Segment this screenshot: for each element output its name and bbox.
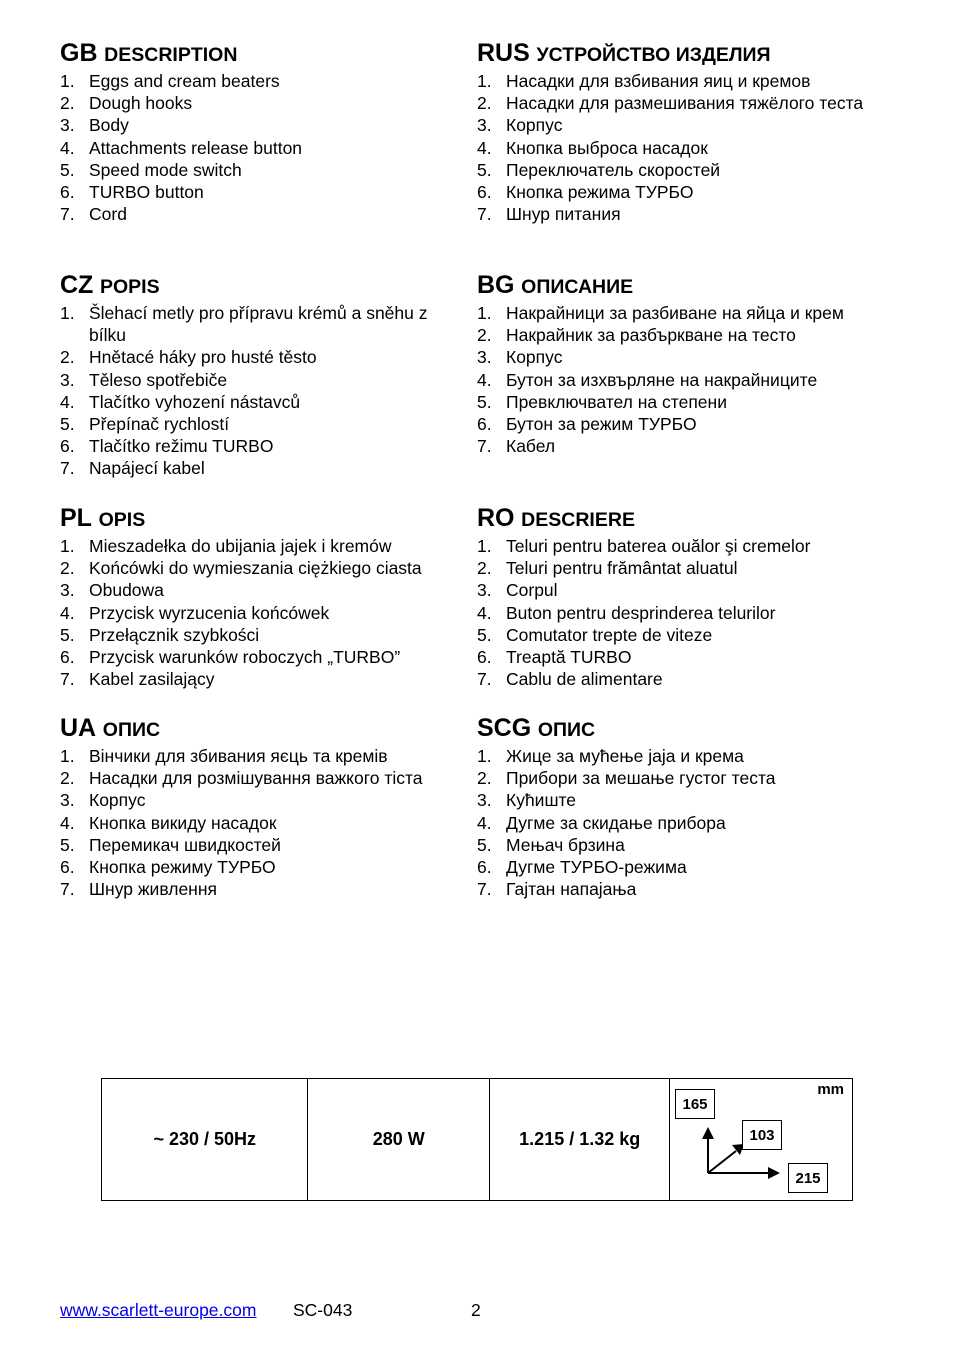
item-number: 4. [60, 812, 75, 833]
list-item [60, 745, 460, 767]
section-title: POPIS [100, 276, 160, 298]
list-item [60, 435, 460, 457]
item-number: 1. [477, 746, 492, 766]
item-number: 3. [60, 115, 75, 136]
item-text: Teluri pentru baterea ouălor şi cremelor [506, 536, 811, 556]
item-text: Кнопка выброса насадок [506, 137, 708, 158]
item-text: Obudowa [89, 580, 164, 601]
item-text: Przycisk wyrzucenia końcówek [89, 602, 330, 623]
list-item [477, 557, 877, 579]
voltage-cell [102, 1079, 308, 1200]
item-text: Dough hooks [89, 93, 193, 114]
item-number: 5. [60, 624, 75, 645]
item-number: 1. [477, 71, 492, 91]
item-number: 7. [477, 204, 492, 225]
item-number: 6. [477, 182, 492, 203]
list-item [60, 457, 460, 479]
item-number: 7. [60, 879, 75, 900]
item-number: 4. [477, 369, 492, 390]
item-text: Накрайници за разбиване на яйца и крем [506, 303, 844, 323]
item-text: TURBO button [89, 182, 204, 203]
list-item [60, 92, 460, 114]
section-heading [60, 36, 460, 70]
item-number: 7. [60, 204, 75, 225]
item-text: Speed mode switch [89, 159, 242, 180]
list-item [60, 834, 460, 856]
list-item [477, 834, 877, 856]
item-number: 4. [60, 137, 75, 158]
list-item [60, 159, 460, 181]
language-code: PL [60, 504, 92, 532]
language-code: BG [477, 271, 515, 299]
list-item [477, 302, 877, 324]
list-item [60, 557, 460, 579]
list-item [60, 114, 460, 136]
item-text: Buton pentru desprinderea telurilor [506, 602, 776, 623]
item-text: Кнопка режима ТУРБО [506, 182, 694, 203]
item-number: 6. [477, 647, 492, 668]
section-scg [477, 711, 877, 900]
item-number: 1. [477, 303, 492, 323]
list-item [60, 668, 460, 690]
item-number: 2. [477, 325, 492, 346]
item-text: Прибори за мешање густог теста [506, 768, 776, 789]
list-item [477, 435, 877, 457]
list-item [60, 413, 460, 435]
item-text: Mieszadełka do ubijania jajek i kremów [89, 536, 392, 556]
item-text: Corpul [506, 580, 558, 601]
item-number: 2. [477, 93, 492, 114]
item-text: Body [89, 115, 129, 136]
list-item [477, 346, 877, 368]
item-number: 1. [60, 536, 75, 556]
item-number: 5. [60, 414, 75, 435]
item-text: Дугме за скидање прибора [506, 812, 726, 833]
item-number: 6. [477, 414, 492, 435]
section-rus [477, 36, 877, 225]
list-item [477, 369, 877, 391]
item-number: 2. [60, 768, 75, 789]
item-number: 6. [60, 182, 75, 203]
item-number: 5. [477, 624, 492, 645]
item-number: 1. [60, 746, 75, 766]
item-text: Бутон за изхвърляне на накрайниците [506, 369, 818, 390]
item-number: 5. [477, 159, 492, 180]
item-text: Przycisk warunków roboczych „TURBO” [89, 647, 401, 668]
item-text: Šlehací metly pro přípravu krémů a sněhu z bílku [89, 303, 428, 346]
item-text: Teluri pentru frământat aluatul [506, 558, 738, 579]
item-text: Превключвател на степени [506, 391, 727, 412]
language-code: UA [60, 714, 97, 742]
item-text: Корпус [506, 347, 563, 368]
item-text: Treaptă TURBO [506, 647, 632, 668]
depth-dimension: 103 [742, 1120, 781, 1150]
item-text: Гајтан напајања [506, 879, 637, 900]
item-text: Cablu de alimentare [506, 669, 663, 690]
list-item [477, 745, 877, 767]
item-text: Шнур живлення [89, 879, 217, 900]
list-item [477, 114, 877, 136]
item-text: Těleso spotřebiče [89, 369, 228, 390]
parts-list [477, 70, 877, 225]
list-item [477, 70, 877, 92]
section-title: ОПИС [102, 719, 161, 741]
list-item [60, 579, 460, 601]
item-number: 5. [477, 834, 492, 855]
item-text: Attachments release button [89, 137, 303, 158]
parts-list [477, 302, 877, 457]
item-text: Hnětacé háky pro husté těsto [89, 347, 317, 368]
page-number: 2 [471, 1300, 481, 1320]
item-text: Końcówki do wymieszania ciężkiego ciasta [89, 558, 422, 579]
section-heading [60, 268, 460, 302]
item-number: 1. [60, 71, 75, 91]
list-item [60, 70, 460, 92]
list-item [477, 413, 877, 435]
item-text: Comutator trepte de viteze [506, 624, 713, 645]
language-code: RO [477, 504, 515, 532]
list-item [477, 812, 877, 834]
section-bg [477, 268, 877, 457]
section-gb [60, 36, 460, 225]
section-title: ОПИСАНИЕ [521, 276, 634, 298]
list-item [477, 624, 877, 646]
item-text: Kabel zasilający [89, 669, 215, 690]
item-text: Жице за мућење јаја и крема [506, 746, 744, 766]
item-number: 3. [477, 115, 492, 136]
item-number: 7. [477, 879, 492, 900]
item-number: 4. [60, 602, 75, 623]
dimensions-cell [670, 1079, 852, 1200]
item-text: Кабел [506, 436, 556, 457]
list-item [60, 789, 460, 811]
section-ua [60, 711, 460, 900]
item-text: Кнопка викиду насадок [89, 812, 277, 833]
list-item [60, 767, 460, 789]
item-number: 7. [60, 669, 75, 690]
list-item [477, 668, 877, 690]
list-item [477, 137, 877, 159]
section-title: DESCRIERE [521, 509, 635, 531]
item-number: 2. [60, 347, 75, 368]
weight-value: 1.215 / 1.32 kg [519, 1129, 641, 1149]
item-number: 7. [477, 436, 492, 457]
item-number: 6. [477, 857, 492, 878]
list-item [60, 346, 460, 368]
website-link[interactable]: www.scarlett-europe.com [60, 1300, 257, 1320]
item-number: 4. [60, 391, 75, 412]
item-text: Дугме ТУРБО-режима [506, 857, 687, 878]
section-heading [60, 711, 460, 745]
power-value: 280 W [372, 1129, 425, 1149]
item-text: Переключатель скоростей [506, 159, 721, 180]
section-ro [477, 501, 877, 690]
list-item [60, 856, 460, 878]
item-text: Насадки для розмішування важкого тіста [89, 768, 423, 789]
item-text: Napájecí kabel [89, 458, 205, 479]
item-number: 3. [60, 790, 75, 811]
list-item [477, 789, 877, 811]
item-text: Корпус [506, 115, 563, 136]
parts-list [60, 535, 460, 690]
item-number: 7. [477, 669, 492, 690]
list-item [60, 181, 460, 203]
list-item [477, 646, 877, 668]
item-number: 5. [477, 391, 492, 412]
item-number: 2. [60, 558, 75, 579]
language-code: CZ [60, 271, 94, 299]
section-pl [60, 501, 460, 690]
item-text: Cord [89, 204, 127, 225]
list-item [477, 767, 877, 789]
item-number: 6. [60, 647, 75, 668]
list-item [60, 369, 460, 391]
section-title: УСТРОЙСТВО ИЗДЕЛИЯ [536, 44, 771, 66]
section-title: ОПИС [537, 719, 596, 741]
list-item [60, 646, 460, 668]
footer-website [60, 1300, 256, 1321]
item-number: 3. [60, 369, 75, 390]
list-item [477, 324, 877, 346]
weight-cell [490, 1079, 671, 1200]
item-number: 4. [477, 137, 492, 158]
item-number: 4. [477, 602, 492, 623]
item-text: Przełącznik szybkości [89, 624, 260, 645]
specifications-table [101, 1078, 853, 1201]
item-text: Накрайник за разбъркване на тесто [506, 325, 796, 346]
list-item [477, 602, 877, 624]
item-text: Шнур питания [506, 204, 621, 225]
item-text: Корпус [89, 790, 146, 811]
section-heading [477, 501, 877, 535]
section-heading [477, 268, 877, 302]
list-item [477, 856, 877, 878]
item-text: Бутон за режим ТУРБО [506, 414, 697, 435]
list-item [477, 579, 877, 601]
item-number: 2. [477, 768, 492, 789]
list-item [60, 812, 460, 834]
list-item [477, 203, 877, 225]
language-code: RUS [477, 39, 530, 67]
item-number: 3. [477, 580, 492, 601]
language-code: GB [60, 39, 98, 67]
height-dimension: 165 [675, 1089, 714, 1119]
list-item [60, 602, 460, 624]
unit-label: mm [817, 1081, 844, 1098]
item-text: Tlačítko vyhození nástavců [89, 391, 301, 412]
item-text: Кнопка режиму ТУРБО [89, 857, 276, 878]
item-number: 3. [477, 790, 492, 811]
item-text: Мењач брзина [506, 834, 625, 855]
item-number: 2. [60, 93, 75, 114]
item-number: 5. [60, 834, 75, 855]
item-text: Přepínač rychlostí [89, 414, 230, 435]
item-number: 3. [60, 580, 75, 601]
list-item [477, 391, 877, 413]
list-item [60, 878, 460, 900]
width-dimension: 215 [788, 1163, 827, 1193]
list-item [477, 878, 877, 900]
item-number: 3. [477, 347, 492, 368]
list-item [60, 624, 460, 646]
list-item [477, 159, 877, 181]
item-number: 6. [60, 436, 75, 457]
item-number: 4. [477, 812, 492, 833]
section-heading [60, 501, 460, 535]
item-text: Насадки для взбивания яиц и кремов [506, 71, 811, 91]
list-item [60, 137, 460, 159]
parts-list [60, 745, 460, 900]
list-item [60, 391, 460, 413]
section-heading [477, 711, 877, 745]
section-cz [60, 268, 460, 480]
item-number: 5. [60, 159, 75, 180]
item-text: Перемикач швидкостей [89, 834, 281, 855]
item-number: 7. [60, 458, 75, 479]
item-number: 6. [60, 857, 75, 878]
item-text: Eggs and cream beaters [89, 71, 280, 91]
item-number: 1. [60, 303, 75, 323]
section-heading [477, 36, 877, 70]
item-text: Насадки для размешивания тяжёлого теста [506, 93, 864, 114]
parts-list [477, 745, 877, 900]
item-number: 2. [477, 558, 492, 579]
list-item [477, 181, 877, 203]
language-code: SCG [477, 714, 532, 742]
section-title: DESCRIPTION [104, 44, 238, 66]
item-text: Вінчики для збивания яєць та кремів [89, 746, 388, 766]
parts-list [60, 70, 460, 225]
list-item [60, 302, 460, 346]
power-cell [308, 1079, 490, 1200]
item-number: 1. [477, 536, 492, 556]
item-text: Tlačítko režimu TURBO [89, 436, 274, 457]
list-item [60, 203, 460, 225]
section-title: OPIS [98, 509, 146, 531]
parts-list [477, 535, 877, 690]
voltage-value: ~ 230 / 50Hz [153, 1129, 257, 1149]
list-item [477, 535, 877, 557]
model-number: SC-043 [293, 1300, 353, 1320]
list-item [477, 92, 877, 114]
list-item [60, 535, 460, 557]
parts-list [60, 302, 460, 480]
item-text: Кућиште [506, 790, 577, 811]
